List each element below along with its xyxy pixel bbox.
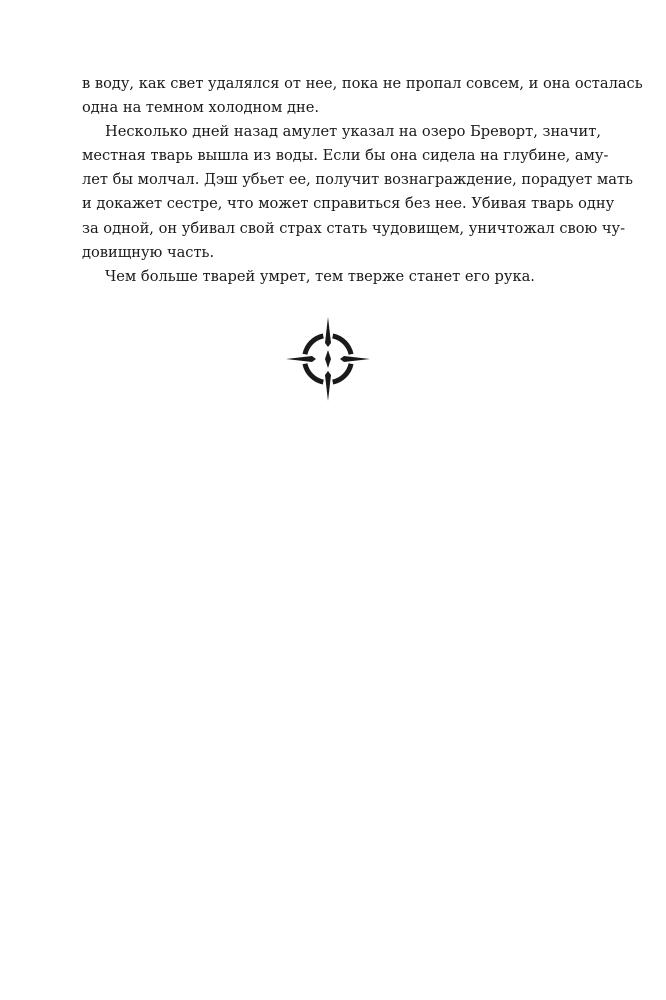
text-line: и докажет сестре, что может справиться без нее. Убивая тварь одну [82,195,615,213]
text-line: лет бы молчал. Дэш убьет ее, получит вознаграждение, порадует мать [82,171,633,189]
page-text [82,72,643,289]
paragraph-3 [82,265,584,289]
paragraph-1 [82,72,643,120]
text-line: местная тварь вышла из воды. Если бы она сидела на глубине, аму- [82,147,609,165]
compass-ornament-icon [285,316,371,402]
text-line: Несколько дней назад амулет указал на озеро Бреворт, значит, [105,123,601,141]
text-line: за одной, он убивал свой страх стать чудовищем, уничтожал свою чу- [82,219,626,237]
compass-ornament-svg [285,316,371,402]
text-line: Чем больше тварей умрет, тем тверже станет его рука. [105,267,535,285]
text-line: довищную часть. [82,243,215,261]
paragraph-2 [82,120,633,265]
text-line: одна на темном холодном дне. [82,99,320,117]
text-line: в воду, как свет удалялся от нее, пока не пропал совсем, и она осталась [82,75,643,92]
